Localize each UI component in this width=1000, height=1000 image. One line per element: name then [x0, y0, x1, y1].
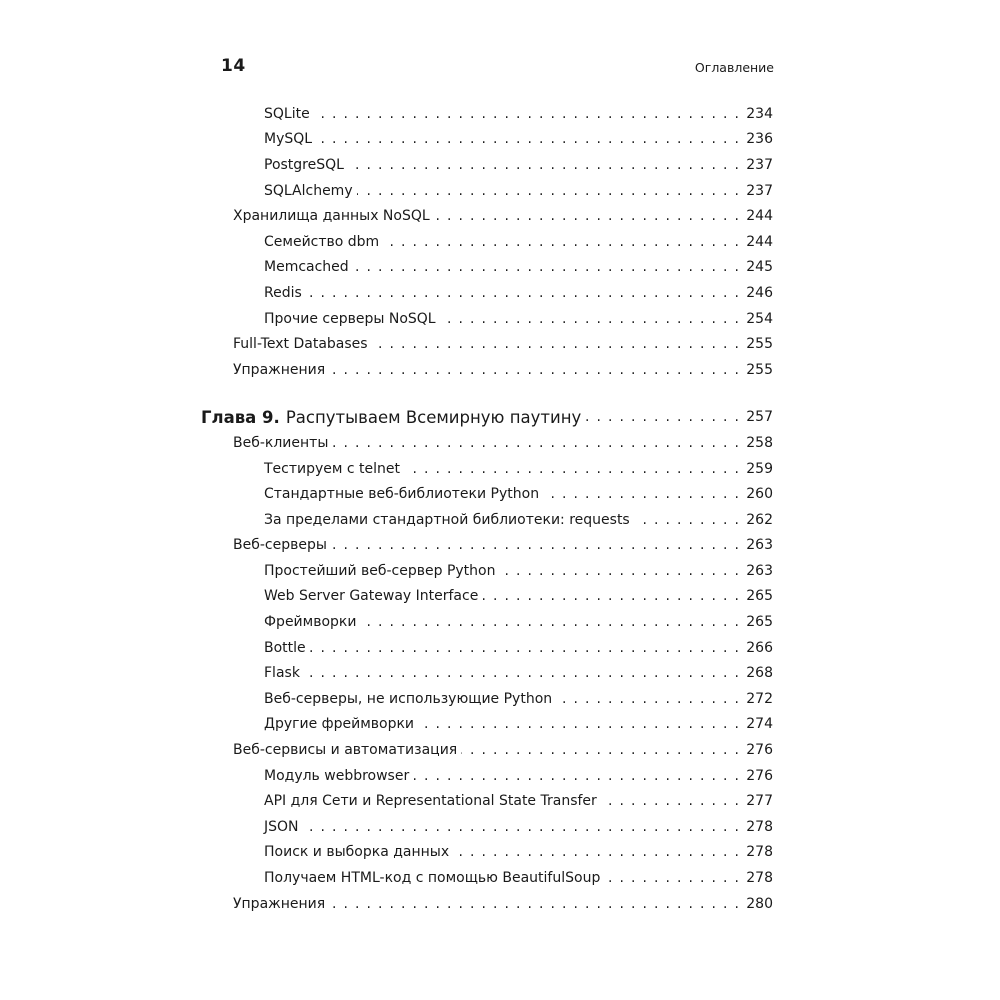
toc-entry-page: 237 — [746, 156, 773, 173]
toc-entry — [201, 814, 773, 840]
dot-leader — [372, 335, 741, 353]
toc-entry — [201, 280, 773, 306]
dot-leader — [601, 792, 740, 810]
toc-entry — [201, 686, 773, 712]
toc-entry-title: Простейший веб-сервер Python — [264, 562, 496, 579]
dot-leader — [353, 258, 741, 276]
toc-entry — [201, 712, 773, 738]
toc-entry-page: 272 — [746, 690, 773, 707]
dot-leader — [499, 562, 740, 580]
dot-leader — [360, 613, 740, 631]
toc-entry — [201, 306, 773, 332]
toc-entry — [201, 737, 773, 763]
table-of-contents — [201, 101, 773, 916]
toc-entry — [201, 430, 773, 456]
toc-entry-title: SQLAlchemy — [264, 182, 353, 199]
toc-entry-title: JSON — [264, 818, 299, 835]
toc-entry-title: Веб-сервисы и автоматизация — [233, 742, 458, 759]
dot-leader — [461, 741, 740, 759]
toc-entry-page: 257 — [746, 409, 773, 426]
toc-entry-title: Full-Text Databases — [233, 336, 368, 353]
dot-leader — [348, 156, 740, 174]
toc-entry-title — [201, 408, 581, 427]
toc-entry-title: Получаем HTML-код с помощью BeautifulSoup — [264, 870, 601, 887]
toc-entry — [201, 331, 773, 357]
toc-entry-page: 268 — [746, 665, 773, 682]
toc-entry — [201, 660, 773, 686]
toc-entry-title: Модуль webbrowser — [264, 767, 410, 784]
toc-entry-page: 263 — [746, 537, 773, 554]
toc-entry-page: 255 — [746, 336, 773, 353]
toc-entry-title: Веб-серверы, не использующие Python — [264, 690, 553, 707]
toc-entry-title: Веб-серверы — [233, 537, 327, 554]
toc-entry-page: 236 — [746, 131, 773, 148]
toc-entry-title: Memcached — [264, 259, 349, 276]
toc-entry — [201, 635, 773, 661]
toc-entry-page: 262 — [746, 511, 773, 528]
dot-leader — [303, 818, 741, 836]
toc-entry-title: Веб-клиенты — [233, 434, 329, 451]
toc-entry-title: MySQL — [264, 131, 313, 148]
toc-entry — [201, 763, 773, 789]
toc-entry — [201, 558, 773, 584]
dot-leader — [413, 767, 740, 785]
toc-entry-title: Хранилища данных NoSQL — [233, 208, 430, 225]
dot-leader — [556, 690, 740, 708]
dot-leader — [383, 233, 740, 251]
dot-leader — [543, 485, 740, 503]
dot-leader — [329, 361, 740, 379]
toc-entry — [201, 178, 773, 204]
toc-entry-title: Web Server Gateway Interface — [264, 588, 479, 605]
toc-entry-page: 278 — [746, 844, 773, 861]
toc-entry-title: Семейство dbm — [264, 233, 380, 250]
dot-leader — [310, 639, 741, 657]
dot-leader — [434, 207, 741, 225]
toc-entry — [201, 152, 773, 178]
toc-entry-page: 278 — [746, 870, 773, 887]
toc-entry — [201, 891, 773, 917]
toc-chapter-entry — [201, 405, 773, 431]
dot-leader — [304, 664, 740, 682]
toc-entry-page: 245 — [746, 259, 773, 276]
toc-entry-page: 277 — [746, 793, 773, 810]
page-number: 14 — [221, 56, 246, 76]
toc-entry — [201, 456, 773, 482]
toc-entry-page: 263 — [746, 562, 773, 579]
toc-entry-title: Flask — [264, 665, 300, 682]
toc-entry — [201, 229, 773, 255]
toc-entry — [201, 865, 773, 891]
toc-entry-page: 234 — [746, 105, 773, 122]
toc-entry — [201, 609, 773, 635]
toc-entry — [201, 357, 773, 383]
toc-entry-page: 244 — [746, 233, 773, 250]
toc-entry-title: Упражнения — [233, 361, 326, 378]
toc-entry — [201, 584, 773, 610]
toc-entry-title: Поиск и выборка данных — [264, 844, 450, 861]
toc-entry-title: Стандартные веб-библиотеки Python — [264, 486, 540, 503]
toc-entry — [201, 481, 773, 507]
toc-entry-page: 255 — [746, 361, 773, 378]
toc-entry-page: 254 — [746, 310, 773, 327]
dot-leader — [418, 715, 740, 733]
dot-leader — [357, 182, 741, 200]
toc-entry-page: 280 — [746, 895, 773, 912]
toc-entry-title: API для Сети и Representational State Transfer — [264, 793, 597, 810]
chapter-number: Глава 9. — [201, 407, 280, 427]
toc-entry-title: SQLite — [264, 105, 310, 122]
toc-entry-title: PostgreSQL — [264, 156, 344, 173]
toc-entry-title: Bottle — [264, 639, 306, 656]
toc-entry-page: 244 — [746, 208, 773, 225]
toc-entry — [201, 101, 773, 127]
dot-leader — [329, 895, 740, 913]
dot-leader — [316, 130, 740, 148]
toc-entry — [201, 203, 773, 229]
toc-entry-page: 258 — [746, 434, 773, 451]
toc-entry — [201, 507, 773, 533]
toc-entry-title: Прочие серверы NoSQL — [264, 310, 436, 327]
dot-leader — [314, 105, 741, 123]
toc-entry-page: 265 — [746, 614, 773, 631]
toc-entry-page: 265 — [746, 588, 773, 605]
toc-entry-page: 259 — [746, 460, 773, 477]
toc-entry-page: 260 — [746, 486, 773, 503]
dot-leader — [306, 284, 740, 302]
toc-entry-page: 237 — [746, 182, 773, 199]
dot-leader — [604, 869, 740, 887]
toc-entry-title: Redis — [264, 284, 302, 301]
dot-leader — [440, 310, 741, 328]
toc-entry-page: 276 — [746, 742, 773, 759]
toc-entry-page: 276 — [746, 767, 773, 784]
dot-leader — [331, 536, 740, 554]
toc-entry-page: 266 — [746, 639, 773, 656]
toc-entry-page: 246 — [746, 284, 773, 301]
chapter-title: Распутываем Всемирную паутину — [285, 407, 582, 427]
dot-leader — [404, 460, 740, 478]
dot-leader — [332, 434, 740, 452]
dot-leader — [453, 843, 740, 861]
toc-entry-title: Тестируем с telnet — [264, 460, 401, 477]
toc-entry-page: 278 — [746, 818, 773, 835]
running-head: Оглавление — [694, 60, 774, 75]
toc-entry — [201, 788, 773, 814]
toc-entry — [201, 127, 773, 153]
toc-entry — [201, 533, 773, 559]
toc-entry-title: Упражнения — [233, 895, 326, 912]
toc-entry-title: За пределами стандартной библиотеки: requests — [264, 511, 630, 528]
dot-leader — [585, 408, 740, 426]
toc-entry — [201, 255, 773, 281]
dot-leader — [482, 587, 740, 605]
dot-leader — [634, 511, 741, 529]
toc-entry-page: 274 — [746, 716, 773, 733]
toc-entry-title: Фреймворки — [264, 614, 357, 631]
toc-entry — [201, 840, 773, 866]
toc-entry-title: Другие фреймворки — [264, 716, 415, 733]
